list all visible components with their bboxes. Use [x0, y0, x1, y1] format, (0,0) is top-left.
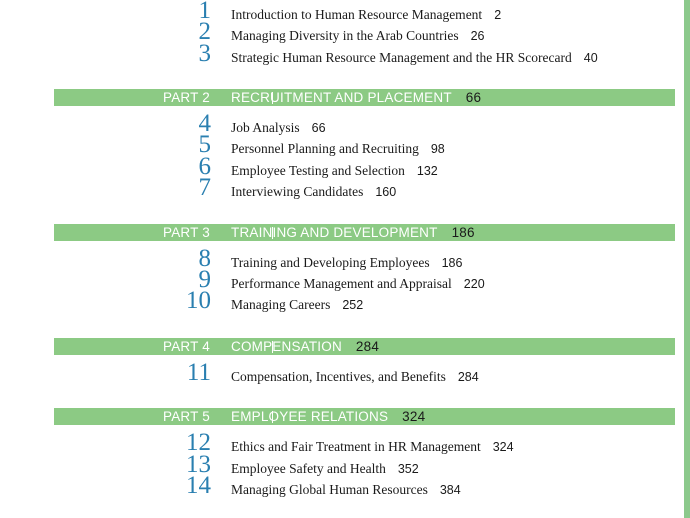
- part-label: PART 5: [163, 409, 210, 424]
- chapter-page: 98: [430, 142, 445, 156]
- part-page: 66: [465, 90, 482, 105]
- chapter-12[interactable]: [0, 429, 690, 457]
- chapter-14[interactable]: [0, 472, 690, 500]
- chapter-page: 66: [311, 121, 326, 135]
- chapter-page: 160: [375, 185, 397, 199]
- part-title: RECRUITMENT AND PLACEMENT 66: [231, 90, 482, 105]
- chapter-number: 8: [198, 245, 211, 272]
- chapter-page: 384: [439, 483, 461, 497]
- part-5-header[interactable]: [54, 408, 675, 425]
- chapter-page: 284: [457, 370, 479, 384]
- chapter-5[interactable]: [0, 131, 690, 159]
- chapter-number: 10: [186, 287, 211, 314]
- chapter-title: Ethics and Fair Treatment in HR Management 324: [231, 439, 514, 454]
- part-4-header[interactable]: [54, 338, 675, 355]
- chapter-number: 5: [198, 131, 211, 158]
- chapter-title: Managing Global Human Resources 384: [231, 482, 461, 497]
- chapter-number: 3: [198, 40, 211, 67]
- chapter-title: Employee Testing and Selection 132: [231, 163, 438, 178]
- part-page: 284: [355, 339, 380, 354]
- chapter-1[interactable]: [0, 0, 690, 25]
- chapter-title: Training and Developing Employees 186: [231, 255, 463, 270]
- chapter-title: Employee Safety and Health 352: [231, 461, 419, 476]
- part-2-header[interactable]: [54, 89, 675, 106]
- part-title: COMPENSATION 284: [231, 339, 380, 354]
- chapter-number: 12: [186, 429, 211, 456]
- chapter-page: 2: [494, 8, 502, 22]
- chapter-2[interactable]: [0, 18, 690, 46]
- part-page: 186: [451, 225, 475, 240]
- chapter-number: 1: [198, 0, 211, 24]
- part-page: 324: [402, 409, 426, 424]
- chapter-page: 40: [583, 51, 598, 65]
- part-label: PART 4: [163, 339, 210, 354]
- chapter-6[interactable]: [0, 153, 690, 181]
- chapter-page: 352: [397, 462, 419, 476]
- chapter-page: 186: [441, 256, 463, 270]
- chapter-title: Compensation, Incentives, and Benefits 284: [231, 369, 479, 384]
- chapter-10[interactable]: [0, 287, 690, 315]
- part-3-header[interactable]: [54, 224, 675, 241]
- chapter-8[interactable]: [0, 245, 690, 273]
- chapter-11[interactable]: [0, 359, 690, 387]
- chapter-title: Managing Diversity in the Arab Countries 26: [231, 28, 485, 43]
- chapter-title: Interviewing Candidates 160: [231, 184, 397, 199]
- chapter-title: Performance Management and Appraisal 220: [231, 276, 485, 291]
- chapter-page: 252: [342, 298, 364, 312]
- chapter-number: 9: [198, 266, 211, 293]
- chapter-number: 7: [198, 174, 211, 201]
- chapter-4[interactable]: [0, 110, 690, 138]
- chapter-page: 132: [416, 164, 438, 178]
- part-label: PART 2: [163, 90, 210, 105]
- chapter-number: 2: [198, 18, 211, 45]
- chapter-7[interactable]: [0, 174, 690, 202]
- part-title: TRAINING AND DEVELOPMENT 186: [231, 225, 475, 240]
- chapter-title: Personnel Planning and Recruiting 98: [231, 141, 445, 156]
- chapter-title: Managing Careers 252: [231, 297, 364, 312]
- chapter-13[interactable]: [0, 451, 690, 479]
- chapter-3[interactable]: [0, 40, 690, 68]
- part-title: EMPLOYEE RELATIONS 324: [231, 409, 426, 424]
- chapter-number: 11: [186, 359, 211, 386]
- chapter-number: 14: [186, 472, 211, 499]
- chapter-number: 6: [198, 153, 211, 180]
- chapter-page: 26: [470, 29, 485, 43]
- chapter-title: Introduction to Human Resource Management 2: [231, 7, 502, 22]
- chapter-number: 13: [186, 451, 211, 478]
- chapter-9[interactable]: [0, 266, 690, 294]
- chapter-number: 4: [198, 110, 211, 137]
- chapter-title: Strategic Human Resource Management and the HR Scorecard 40: [231, 50, 598, 65]
- chapter-page: 324: [492, 440, 514, 454]
- chapter-title: Job Analysis 66: [231, 120, 326, 135]
- part-label: PART 3: [163, 225, 210, 240]
- chapter-page: 220: [463, 277, 485, 291]
